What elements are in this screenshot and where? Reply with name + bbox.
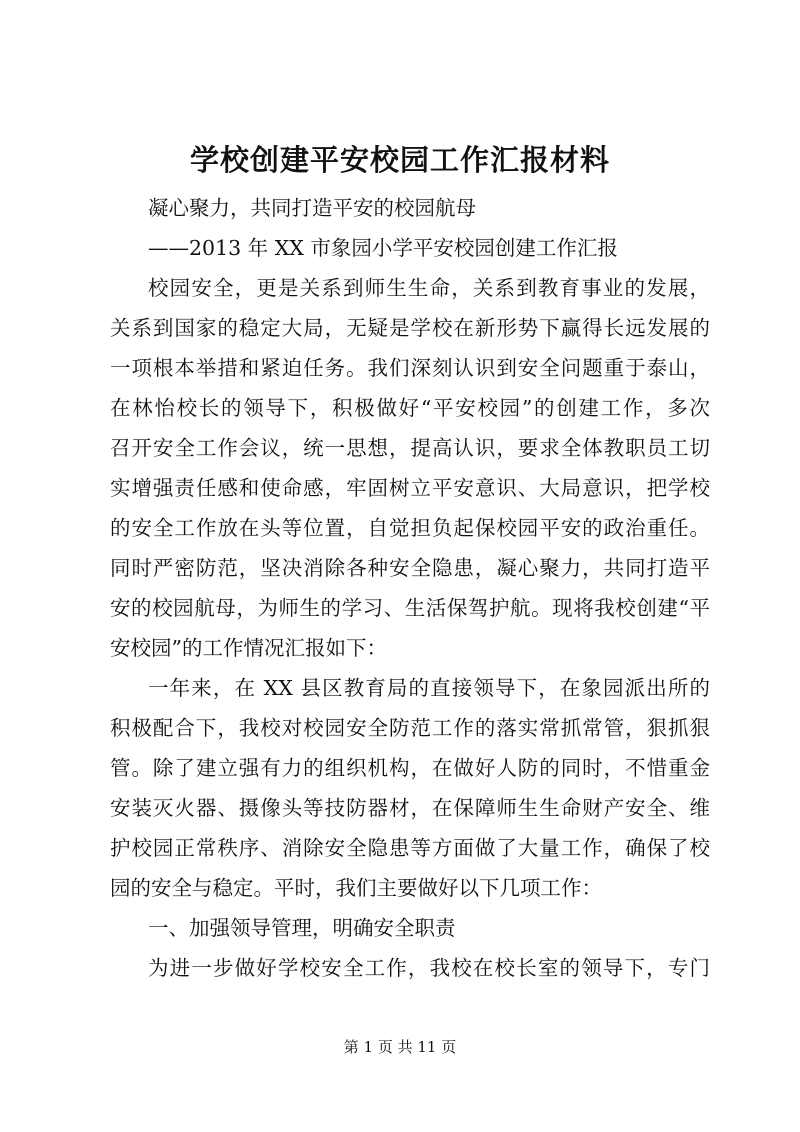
paragraph-line: 实增强责任感和使命感，牢固树立平安意识、大局意识，把学校 [110,476,710,500]
paragraph-line: 管。除了建立强有力的组织机构，在做好人防的同时，不惜重金 [110,756,710,780]
section-heading: 一、加强领导管理，明确安全职责 [148,916,456,940]
paragraph-line: 为进一步做好学校安全工作，我校在校长室的领导下，专门 [148,956,710,980]
paragraph-line: 关系到国家的稳定大局，无疑是学校在新形势下赢得长远发展的 [110,316,710,340]
paragraph-line: 一项根本举措和紧迫任务。我们深刻认识到安全问题重于泰山， [110,356,710,380]
paragraph-line: 召开安全工作会议，统一思想，提高认识，要求全体教职员工切 [110,436,710,460]
paragraph-line: 安装灭火器、摄像头等技防器材，在保障师生生命财产安全、维 [110,796,710,820]
page-footer: 第 1 页 共 11 页 [343,1038,457,1056]
document-byline: ——2013 年 XX 市象园小学平安校园创建工作汇报 [148,236,618,260]
paragraph-line: 校园安全，更是关系到师生生命，关系到教育事业的发展， [148,276,710,300]
document-subtitle: 凝心聚力，共同打造平安的校园航母 [148,196,476,220]
paragraph-line: 园的安全与稳定。平时，我们主要做好以下几项工作： [110,876,602,900]
paragraph-line: 一年来，在 XX 县区教育局的直接领导下，在象园派出所的 [148,676,710,700]
paragraph-line: 在林怡校长的领导下，积极做好“平安校园”的创建工作，多次 [110,396,710,420]
paragraph-line: 护校园正常秩序、消除安全隐患等方面做了大量工作，确保了校 [110,836,710,860]
paragraph-line: 积极配合下，我校对校园安全防范工作的落实常抓常管，狠抓狠 [110,716,710,740]
paragraph-line: 同时严密防范，坚决消除各种安全隐患，凝心聚力，共同打造平 [110,556,710,580]
paragraph-line: 安校园”的工作情况汇报如下： [110,636,387,660]
document-title: 学校创建平安校园工作汇报材料 [189,143,610,177]
paragraph-line: 安的校园航母，为师生的学习、生活保驾护航。现将我校创建“平 [110,596,710,620]
paragraph-line: 的安全工作放在头等位置，自觉担负起保校园平安的政治重任。 [110,516,710,540]
